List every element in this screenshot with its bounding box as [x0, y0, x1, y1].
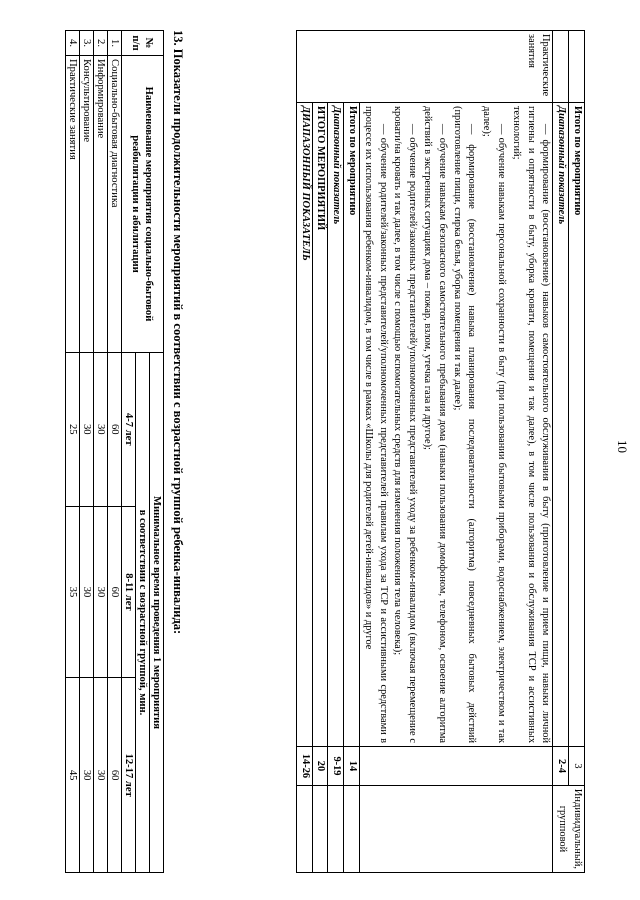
table-row: [328, 31, 344, 873]
col-header: Наименование мероприятия социально-бытовой реабилитации и абилитации: [122, 56, 164, 353]
table-row: [296, 31, 312, 873]
table-row: [80, 31, 94, 873]
table-cell: 60: [108, 353, 122, 507]
table-cell: 35: [66, 506, 80, 678]
row-number: 1.: [108, 31, 122, 56]
row-name: Социально-бытовая диагностика: [108, 56, 122, 353]
table-cell: 60: [108, 506, 122, 678]
table-cell: 30: [80, 678, 94, 873]
table-row: [150, 31, 164, 873]
list-item: — формирование (восстановление) навыков самостоятельного обслуживания в быту (приготовление и прием пищи, навыки личной гигиены и опрятности в быту, уборка кровати, помещения и так далее), в том числе пользования и обслуживания ТСР и ассистивных технологий;: [510, 105, 552, 744]
table-row: [569, 31, 585, 873]
table-cell: 14: [344, 747, 360, 786]
list-item: — обучение навыкам персональной сохранности в быту (при пользовании бытовыми приборами, водоснабжением, электричеством и так далее);: [481, 105, 508, 744]
table-row: [312, 31, 328, 873]
row-label: Итого по мероприятию: [569, 102, 585, 746]
table-cell: [569, 31, 585, 103]
row-number: 2.: [94, 31, 108, 56]
table-cell: 30: [80, 506, 94, 678]
table-cell: [553, 31, 569, 103]
practice-items-cell: [360, 102, 553, 746]
table-cell: 2-4: [553, 747, 569, 786]
table-cell: 9-19: [328, 747, 344, 786]
list-item: — обучение родителей/законных представителей/уполномоченных представителей уходу за ребенком-инвалидом (включая перемещение с кровати/на кровать и так далее, в том числе с помощью вспомогательных средств для изменения положения тела человека);: [392, 105, 419, 744]
table-cell: 45: [66, 678, 80, 873]
table-cell: [344, 785, 360, 872]
table-cell: 20: [312, 747, 328, 786]
section-title: 13. Показатели продолжительности мероприятий в соответствии с возрастной группой ребенка-инвалида:: [171, 30, 185, 635]
row-label: ИТОГО МЕРОПРИЯТИЙ: [312, 102, 328, 746]
table-cell: 60: [108, 678, 122, 873]
row-label: Итого по мероприятию: [344, 102, 360, 746]
table-cell: [360, 747, 553, 786]
table-cell: 14-26: [296, 747, 312, 786]
table-row: [108, 31, 122, 873]
table-row: [360, 31, 553, 873]
row-number: 3.: [80, 31, 94, 56]
row-name: Консультирование: [80, 56, 94, 353]
age-header: 8-11 лет: [122, 506, 136, 678]
activity-name: Практические занятия: [296, 31, 553, 103]
row-label: ДИАПАЗОННЫЙ ПОКАЗАТЕЛЬ: [296, 102, 312, 746]
list-item: — формирование (восстановление) навыка планирования последовательности (алгоритма) повседневных бытовых действий (приготовление пищи, стирка белья, уборка помещения и так далее);: [451, 105, 478, 744]
table-cell: [328, 785, 344, 872]
row-number: 4.: [66, 31, 80, 56]
col-header: № п/п: [122, 31, 164, 56]
age-header: 12-17 лет: [122, 678, 136, 873]
age-header: 4-7 лет: [122, 353, 136, 507]
activities-table: [296, 30, 585, 873]
duration-table: [65, 30, 164, 873]
row-name: Информирование: [94, 56, 108, 353]
row-name: Практические занятия: [66, 56, 80, 353]
table-cell: 30: [94, 506, 108, 678]
table-cell: 30: [94, 678, 108, 873]
table-cell: [296, 785, 312, 872]
table-row: [553, 31, 569, 873]
list-item: — обучение родителей/законных представителей/уполномоченных представителей правилам ухода за ТСР и ассистивными средствами в процессе их использования ребенком-инвалидом, в том числе в рамках «Школы для родителей детей-инвалидов» и другое: [362, 105, 389, 744]
table-row: [94, 31, 108, 873]
table-cell: [312, 785, 328, 872]
table-cell: 30: [80, 353, 94, 507]
table-cell: 25: [66, 353, 80, 507]
list-item: — обучение навыкам безопасного самостоятельного пребывания дома (навыки пользования домофоном, телефоном, освоение алгоритма действий в экстренных ситуациях дома – пожар, взлом, утечка газа и другое);: [422, 105, 448, 744]
col-header: Минимальное время проведения 1 мероприятия: [150, 353, 164, 873]
table-row: [66, 31, 80, 873]
row-label: Диапазонный показатель: [553, 102, 569, 746]
table-cell: 3: [569, 747, 585, 786]
table-row: [344, 31, 360, 873]
table-cell: [360, 785, 553, 872]
table-cell: 30: [94, 353, 108, 507]
col-header: в соответствии с возрастной группой, мин.: [136, 353, 150, 873]
page-number: 10: [615, 440, 630, 453]
row-label: Диапазонный показатель: [328, 102, 344, 746]
group-form-cell: Индивидуальный, групповой: [553, 785, 585, 872]
